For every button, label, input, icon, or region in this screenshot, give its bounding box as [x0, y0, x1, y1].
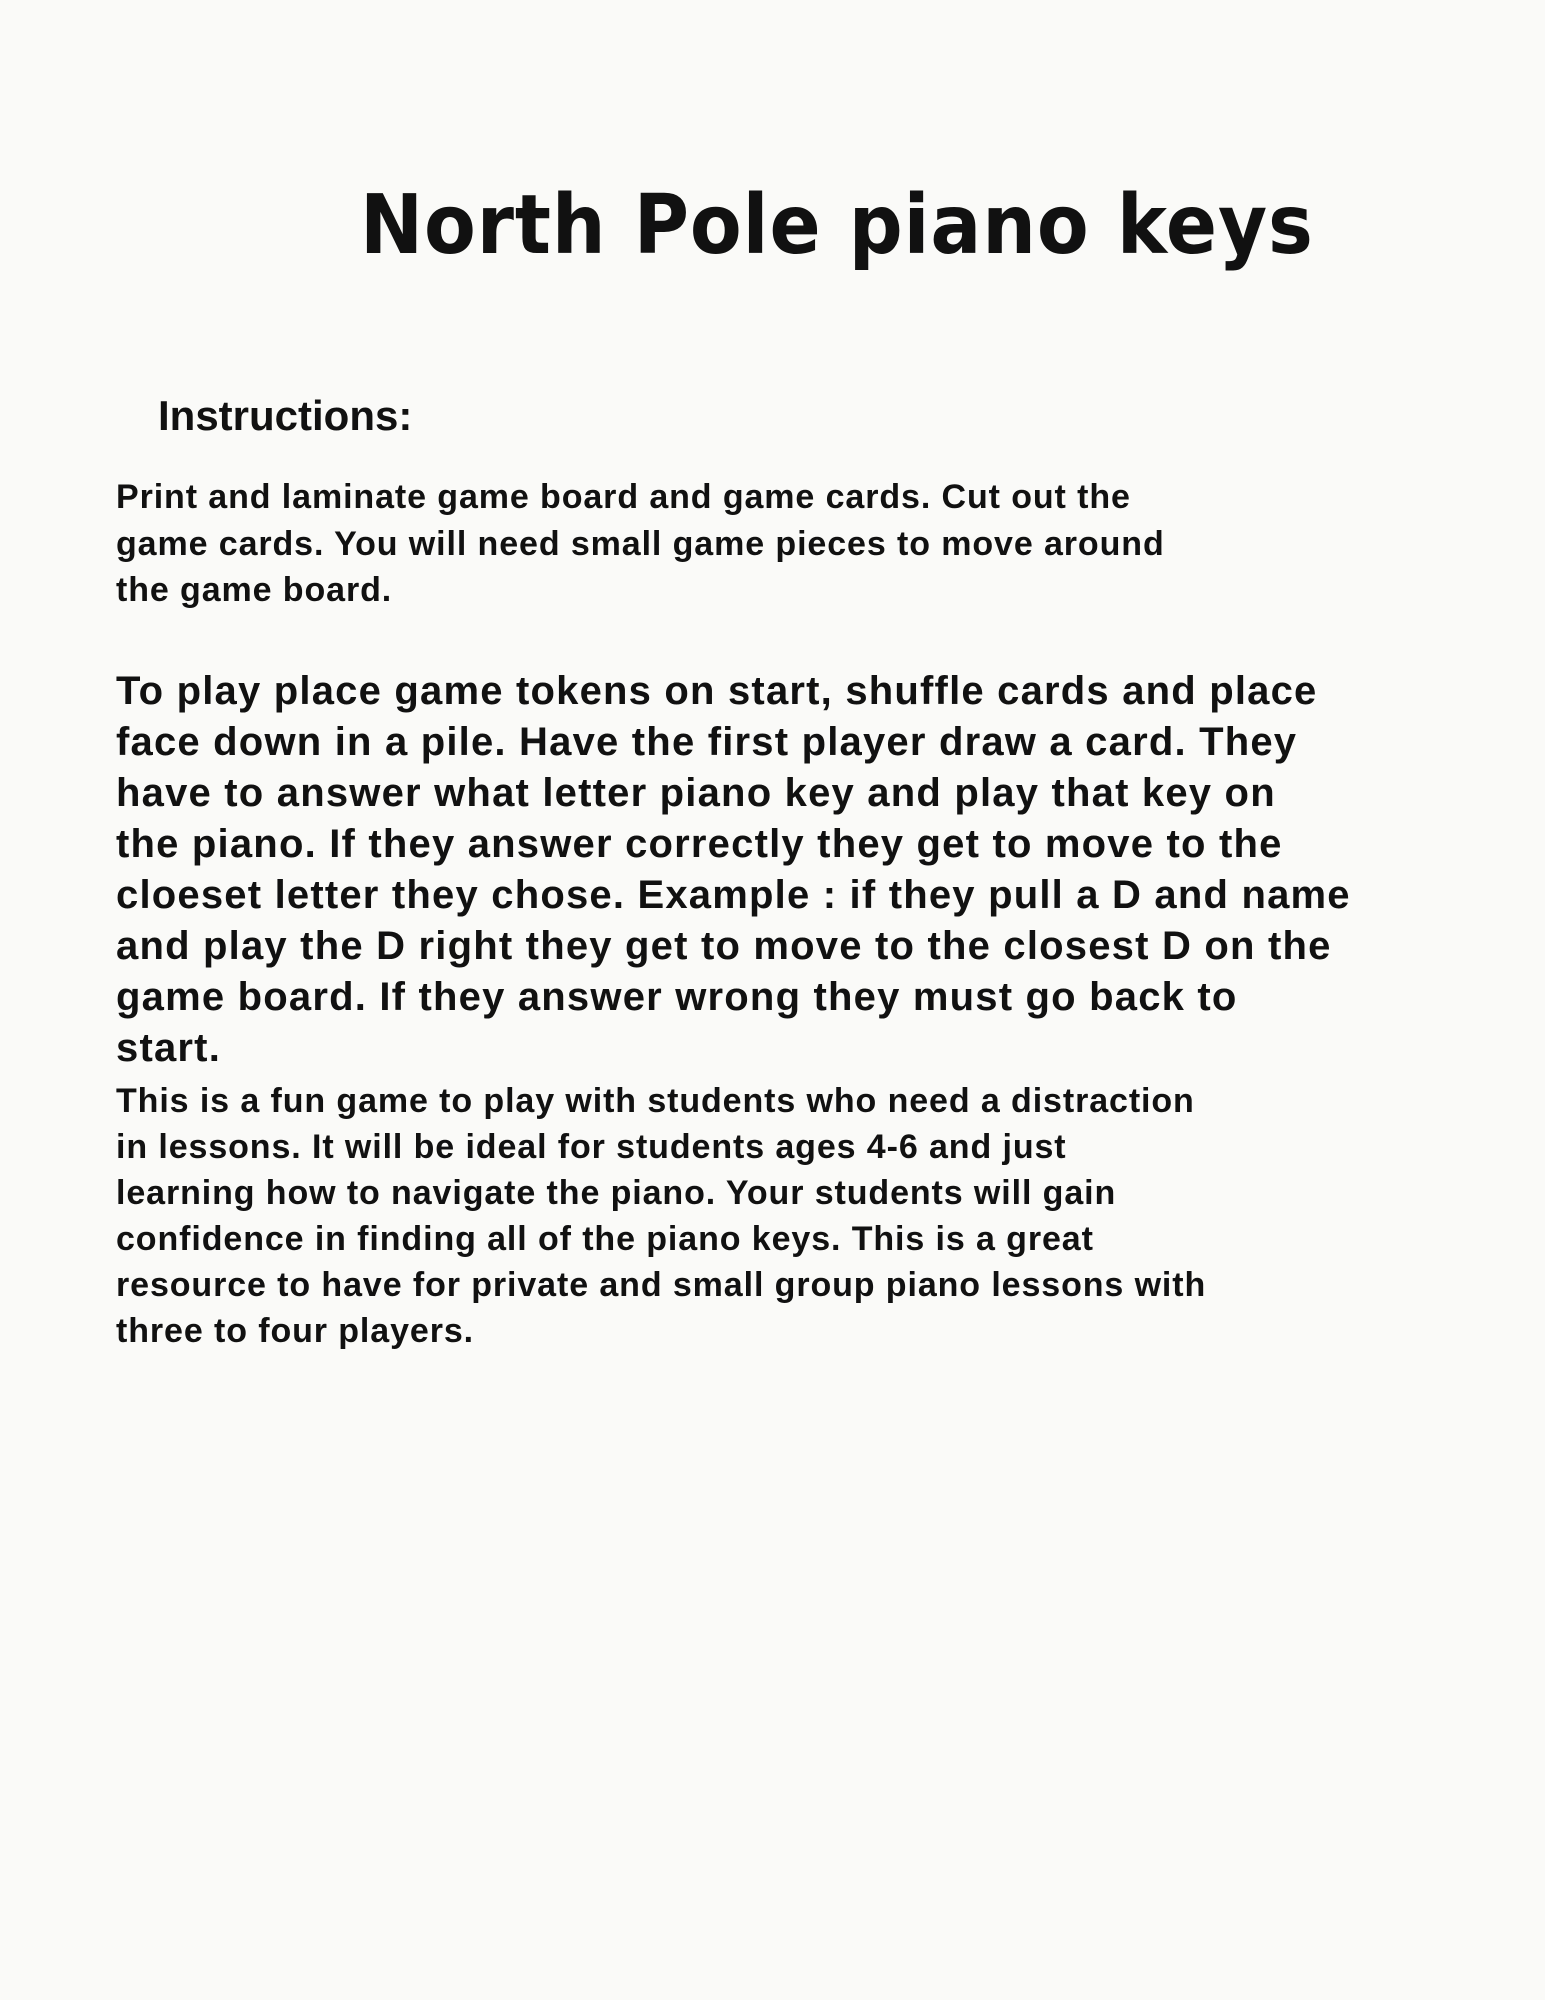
- page-title: North Pole piano keys: [360, 178, 1314, 273]
- text-line: have to answer what letter piano key and play that key on: [116, 771, 1276, 815]
- text-line: three to four players.: [116, 1312, 474, 1350]
- text-line: Print and laminate game board and game cards. Cut out the: [116, 478, 1131, 516]
- setup-paragraph: [116, 474, 1165, 614]
- text-line: This is a fun game to play with students who need a distraction: [116, 1082, 1195, 1120]
- text-line: learning how to navigate the piano. Your students will gain: [116, 1174, 1117, 1212]
- text-line: resource to have for private and small group piano lessons with: [116, 1266, 1207, 1304]
- text-line: the game board.: [116, 571, 393, 609]
- text-line: the piano. If they answer correctly they get to move to the: [116, 822, 1283, 866]
- how-to-play-paragraph: [116, 666, 1351, 1074]
- description-paragraph: [116, 1078, 1206, 1354]
- text-line: game cards. You will need small game pieces to move around: [116, 524, 1165, 563]
- text-line: cloeset letter they chose. Example : if they pull a D and name: [116, 873, 1351, 917]
- text-line: face down in a pile. Have the first player draw a card. They: [116, 720, 1298, 764]
- instructions-heading: Instructions:: [158, 392, 413, 439]
- text-line: start.: [116, 1026, 222, 1070]
- text-line: game board. If they answer wrong they must go back to: [116, 975, 1238, 1019]
- text-line: and play the D right they get to move to the closest D on the: [116, 924, 1332, 968]
- text-line: in lessons. It will be ideal for students ages 4-6 and just: [116, 1128, 1067, 1166]
- text-line: confidence in finding all of the piano keys. This is a great: [116, 1220, 1094, 1258]
- text-line: To play place game tokens on start, shuffle cards and place: [116, 669, 1318, 713]
